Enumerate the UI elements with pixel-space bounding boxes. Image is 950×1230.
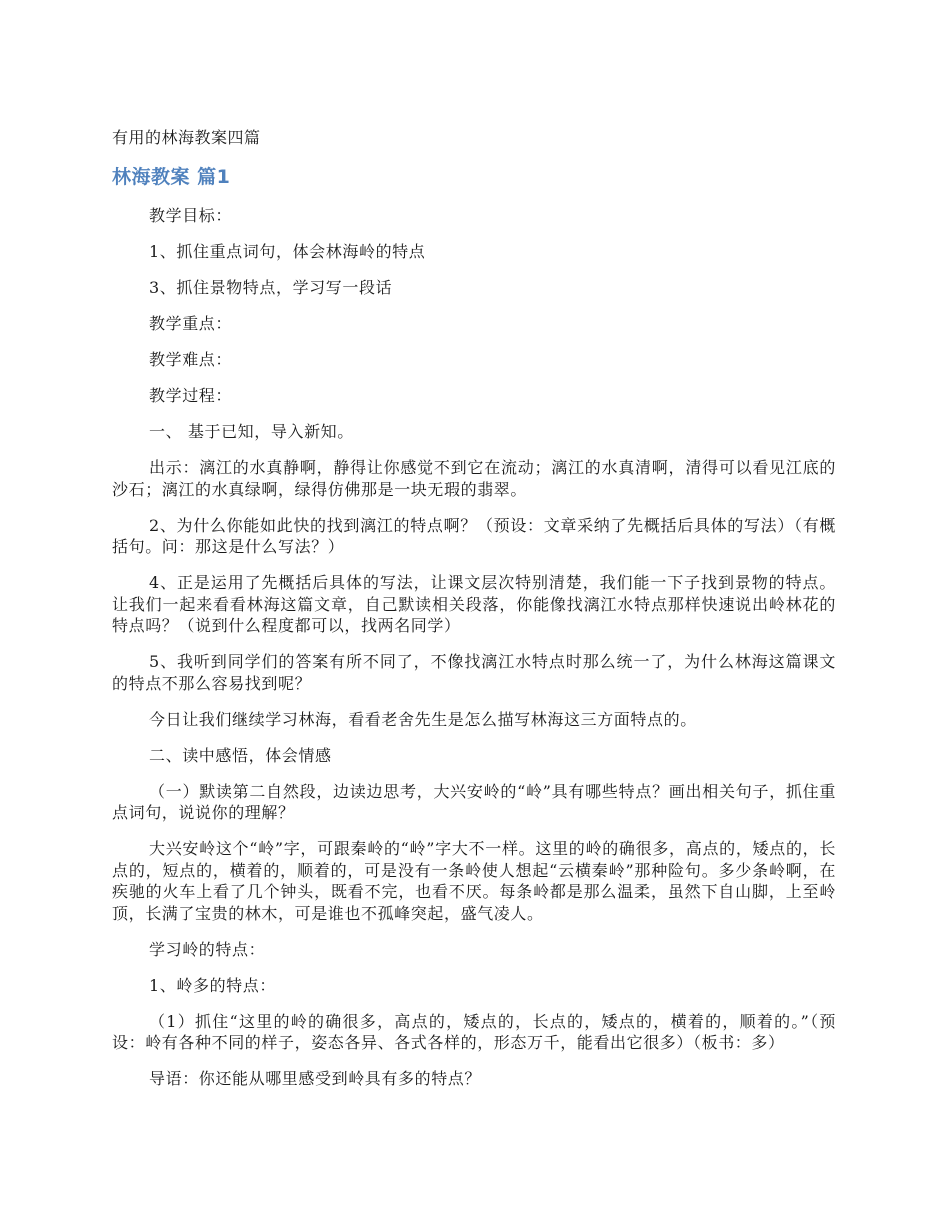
paragraph: （一）默读第二自然段，边读边思考，大兴安岭的“岭”具有哪些特点？画出相关句子，抓住重点词句，说说你的理解？ [112,781,836,822]
paragraph: 二、读中感悟，体会情感 [149,745,332,765]
paragraph: 大兴安岭这个“岭”字，可跟秦岭的“岭”字大不一样。这里的岭的确很多，高点的，矮点的，长点的，短点的，横着的，顺着的，可是没有一条岭使人想起“云横秦岭”那种险句。多少条岭啊，在疾驰的火车上看了几个钟头，既看不完，也看不厌。每条岭都是那么温柔，虽然下自山脚，上至岭顶，长满了宝贵的林木，可是谁也不孤峰突起，盛气凌人。 [112,839,836,923]
document-body [112,205,836,1090]
paragraph: 2、为什么你能如此快的找到漓江的特点啊？（预设：文章采纳了先概括后具体的写法）（有概括句。问：那这是什么写法？） [112,515,836,556]
paragraph: 导语：你还能从哪里感受到岭具有多的特点？ [149,1069,482,1088]
paragraph: 学习岭的特点： [149,939,266,959]
paragraph: 教学重点： [149,314,233,333]
paragraph: 教学目标： [149,206,233,225]
document-title: 有用的林海教案四篇 [112,128,261,147]
paragraph: 1、岭多的特点： [149,975,276,995]
paragraph: 一、 基于已知，导入新知。 [149,422,354,441]
section-heading: 林海教案 篇1 [112,166,231,188]
paragraph: 今日让我们继续学习林海，看看老舍先生是怎么描写林海这三方面特点的。 [149,709,697,729]
paragraph: 教学难点： [149,350,233,369]
paragraph: （1）抓住“这里的岭的确很多，高点的，矮点的，长点的，矮点的，横着的，顺着的。”（预设：岭有各种不同的样子，姿态各异、各式各样的，形态万千，能看出它很多）（板书：多） [112,1011,836,1052]
paragraph: 教学过程： [149,386,233,405]
paragraph: 出示：漓江的水真静啊，静得让你感觉不到它在流动；漓江的水真清啊，清得可以看见江底的沙石；漓江的水真绿啊，绿得仿佛那是一块无瑕的翡翠。 [112,458,836,499]
paragraph: 5、我听到同学们的答案有所不同了，不像找漓江水特点时那么统一了，为什么林海这篇课文的特点不那么容易找到呢？ [112,652,836,693]
paragraph: 3、抓住景物特点，学习写一段话 [149,278,393,297]
paragraph: 4、正是运用了先概括后具体的写法，让课文层次特别清楚，我们能一下子找到景物的特点。让我们一起来看看林海这篇文章，自己默读相关段落，你能像找漓江水特点那样快速说出岭林花的特点吗？（说到什么程度都可以，找两名同学） [112,573,836,635]
paragraph: 1、抓住重点词句，体会林海岭的特点 [149,242,426,261]
